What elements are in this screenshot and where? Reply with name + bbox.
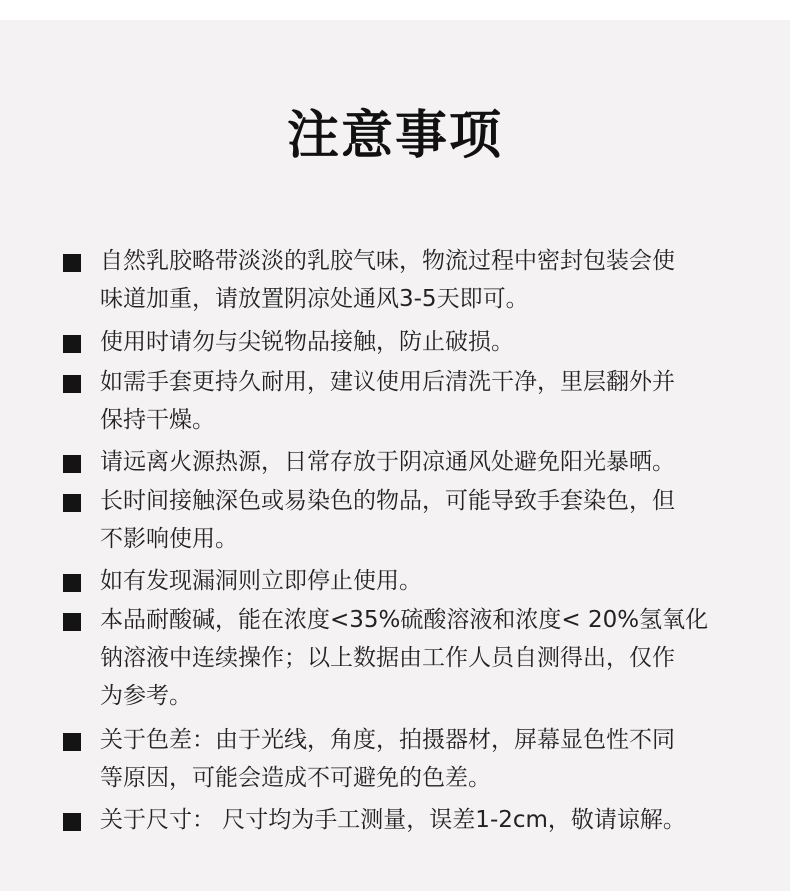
list-item-line: 不影响使用。 — [100, 526, 238, 552]
list-item-text — [100, 482, 760, 558]
square-bullet-icon — [63, 613, 81, 631]
list-item-line: 如需手套更持久耐用，建议使用后清洗干净，里层翻外并 — [100, 369, 675, 395]
list-item-line: 如有发现漏洞则立即停止使用。 — [100, 568, 422, 594]
square-bullet-icon — [63, 813, 81, 831]
list-item-line: 关于色差：由于光线，角度，拍摄器材，屏幕显色性不同 — [100, 727, 675, 753]
square-bullet-icon — [63, 455, 81, 473]
list-item-line: 自然乳胶略带淡淡的乳胶气味，物流过程中密封包装会使 — [100, 248, 675, 274]
list-item-line: 本品耐酸碱，能在浓度<35%硫酸溶液和浓度< 20%氢氧化 — [100, 607, 709, 633]
list-item-line: 关于尺寸： 尺寸均为手工测量，误差1-2cm，敬请谅解。 — [100, 807, 686, 833]
list-item-text — [100, 242, 760, 318]
list-item-line: 等原因，可能会造成不可避免的色差。 — [100, 765, 491, 791]
square-bullet-icon — [63, 335, 81, 353]
list-item-line: 钠溶液中连续操作；以上数据由工作人员自测得出，仅作 — [100, 645, 675, 671]
square-bullet-icon — [63, 733, 81, 751]
list-item-text — [100, 601, 760, 715]
list-item-line: 味道加重，请放置阴凉处通风3-5天即可。 — [100, 286, 529, 312]
list-item-text — [100, 443, 760, 481]
page-title: 注意事项 — [286, 106, 503, 166]
list-item-line: 为参考。 — [100, 683, 192, 709]
square-bullet-icon — [63, 574, 81, 592]
list-item-text — [100, 363, 760, 439]
list-item-text — [100, 323, 760, 361]
list-item-text — [100, 562, 760, 600]
square-bullet-icon — [63, 254, 81, 272]
square-bullet-icon — [63, 494, 81, 512]
list-item-line: 保持干燥。 — [100, 407, 215, 433]
list-item-text — [100, 721, 760, 797]
list-item-line: 请远离火源热源，日常存放于阴凉通风处避免阳光暴晒。 — [100, 449, 675, 475]
list-item-text — [100, 801, 760, 839]
list-item-line: 长时间接触深色或易染色的物品，可能导致手套染色，但 — [100, 488, 675, 514]
square-bullet-icon — [63, 375, 81, 393]
list-item-line: 使用时请勿与尖锐物品接触，防止破损。 — [100, 329, 514, 355]
